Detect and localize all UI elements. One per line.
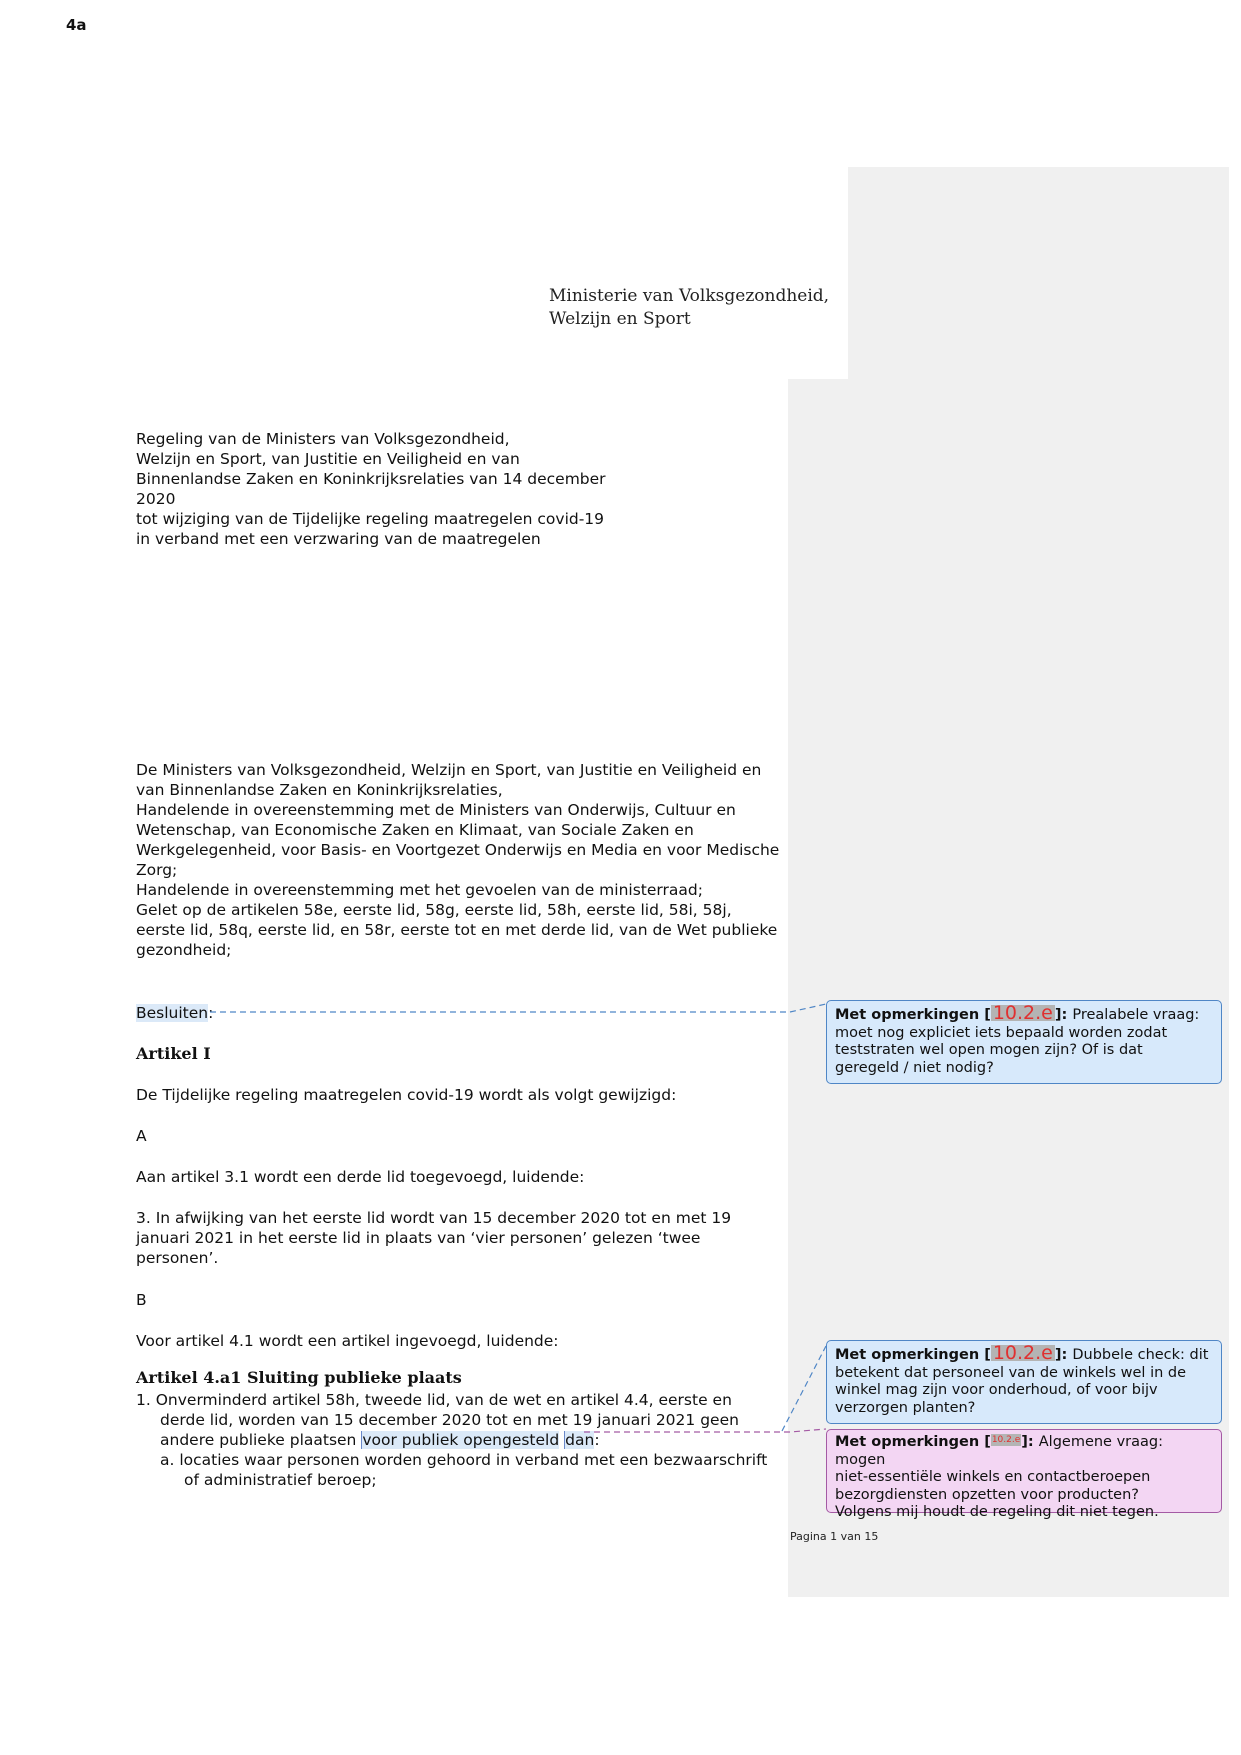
connector-comment-3 [584,1429,826,1432]
page-label: 4a [66,16,87,34]
comment-anchor-opengesteld[interactable]: voor publiek opengesteld [362,1431,560,1449]
comment-author-close: ]: [1054,1007,1073,1023]
list-line: 1. Onverminderd artikel 58h, tweede lid, van de wet en artikel 4.4, eerste en [136,1391,732,1409]
comment-text: Prealabele vraag: [1072,1007,1200,1023]
title-line: Binnenlandse Zaken en Koninkrijksrelaties van 14 december [136,470,606,488]
list-line: a. locaties waar personen worden gehoord in verband met een bezwaarschrift [160,1451,768,1469]
redaction-mark: 10.2.e [991,1435,1021,1445]
letter-a: A [136,1127,147,1145]
redaction-mark: 10.2.e [992,1342,1053,1364]
preamble-line: Wetenschap, van Economische Zaken en Klimaat, van Sociale Zaken en [136,821,694,839]
preamble-line: Handelende in overeenstemming met het gevoelen van de ministerraad; [136,881,703,899]
connector-comment-1 [210,1004,826,1012]
list-line: of administratief beroep; [184,1471,377,1489]
preamble-line: Gelet op de artikelen 58e, eerste lid, 58g, eerste lid, 58h, eerste lid, 58i, 58j, [136,901,732,919]
paragraph-voor-artikel: Voor artikel 4.1 wordt een artikel ingevoegd, luidende: [136,1332,559,1350]
letter-b: B [136,1291,147,1309]
preamble-line: gezondheid; [136,941,232,959]
title-line: in verband met een verzwaring van de maatregelen [136,530,541,548]
paragraph-tijdelijke: De Tijdelijke regeling maatregelen covid-19 wordt als volgt gewijzigd: [136,1086,677,1104]
list-text: andere publieke plaatsen [160,1431,362,1449]
comment-author: Met opmerkingen [ [835,1347,991,1363]
redaction-mark: 10.2.e [992,1002,1053,1024]
title-line: tot wijziging van de Tijdelijke regeling maatregelen covid-19 [136,510,605,528]
comment-text: Volgens mij houdt de regeling dit niet tegen. [835,1504,1159,1520]
preamble-line: Zorg; [136,861,178,879]
comment-author-close: ]: [1054,1347,1073,1363]
comment-3[interactable] [826,1429,1222,1520]
preamble-line: van Binnenlandse Zaken en Koninkrijksrelaties, [136,781,503,799]
ministry-line-1: Ministerie van Volksgezondheid, [549,286,830,306]
preamble-line: De Ministers van Volksgezondheid, Welzijn en Sport, van Justitie en Veiligheid en [136,761,762,779]
ministry-line-2: Welzijn en Sport [549,309,691,329]
title-line: Welzijn en Sport, van Justitie en Veiligheid en van [136,450,520,468]
lid-3-line: 3. In afwijking van het eerste lid wordt van 15 december 2020 tot en met 19 [136,1209,732,1227]
comment-text: teststraten wel open mogen zijn? Of is dat [835,1042,1143,1058]
comment-text: verzorgen planten? [835,1399,976,1416]
comment-author-close: ]: [1021,1434,1039,1450]
besluiten-colon: : [208,1004,214,1022]
preamble-line: Werkgelegenheid, voor Basis- en Voortgezet Onderwijs en Media en voor Medische [136,841,780,859]
preamble-line: eerste lid, 58q, eerste lid, en 58r, eerste tot en met derde lid, van de Wet publieke [136,921,778,939]
list-line: derde lid, worden van 15 december 2020 tot en met 19 januari 2021 geen [160,1411,739,1429]
comment-text: winkel mag zijn voor onderhoud, of voor bijv [835,1382,1158,1398]
title-line: 2020 [136,490,176,508]
comment-anchor-besluiten[interactable]: Besluiten [136,1004,209,1022]
comment-text: Dubbele check: dit [1072,1347,1209,1363]
comment-text: moet nog expliciet iets bepaald worden zodat [835,1024,1168,1041]
comment-text: betekent dat personeel van de winkels wel in de [835,1364,1187,1381]
page-number: Pagina 1 van 15 [790,1530,879,1543]
comment-author: Met opmerkingen [ [835,1434,991,1450]
comment-text: niet-essentiële winkels en contactberoepen [835,1469,1151,1485]
comment-anchor-dan[interactable]: dan [565,1431,595,1449]
title-line: Regeling van de Ministers van Volksgezondheid, [136,430,510,448]
comment-text: geregeld / niet nodig? [835,1059,994,1076]
lid-3-line: personen’. [136,1249,219,1267]
comment-2[interactable] [826,1340,1222,1424]
comment-author: Met opmerkingen [ [835,1007,991,1023]
artikel-i-heading: Artikel I [136,1044,211,1063]
lid-3-line: januari 2021 in het eerste lid in plaats van ‘vier personen’ gelezen ‘twee [136,1229,701,1247]
preamble-line: Handelende in overeenstemming met de Ministers van Onderwijs, Cultuur en [136,801,736,819]
list-text: : [594,1431,600,1449]
comment-1[interactable] [826,1000,1222,1084]
connector-comment-2 [782,1346,826,1431]
artikel-4a1-heading: Artikel 4.a1 Sluiting publieke plaats [136,1368,462,1387]
paragraph-aan-artikel: Aan artikel 3.1 wordt een derde lid toegevoegd, luidende: [136,1168,585,1186]
comment-text: bezorgdiensten opzetten voor producten? [835,1486,1139,1503]
comment-text: Algemene vraag: mogen [835,1434,1163,1468]
